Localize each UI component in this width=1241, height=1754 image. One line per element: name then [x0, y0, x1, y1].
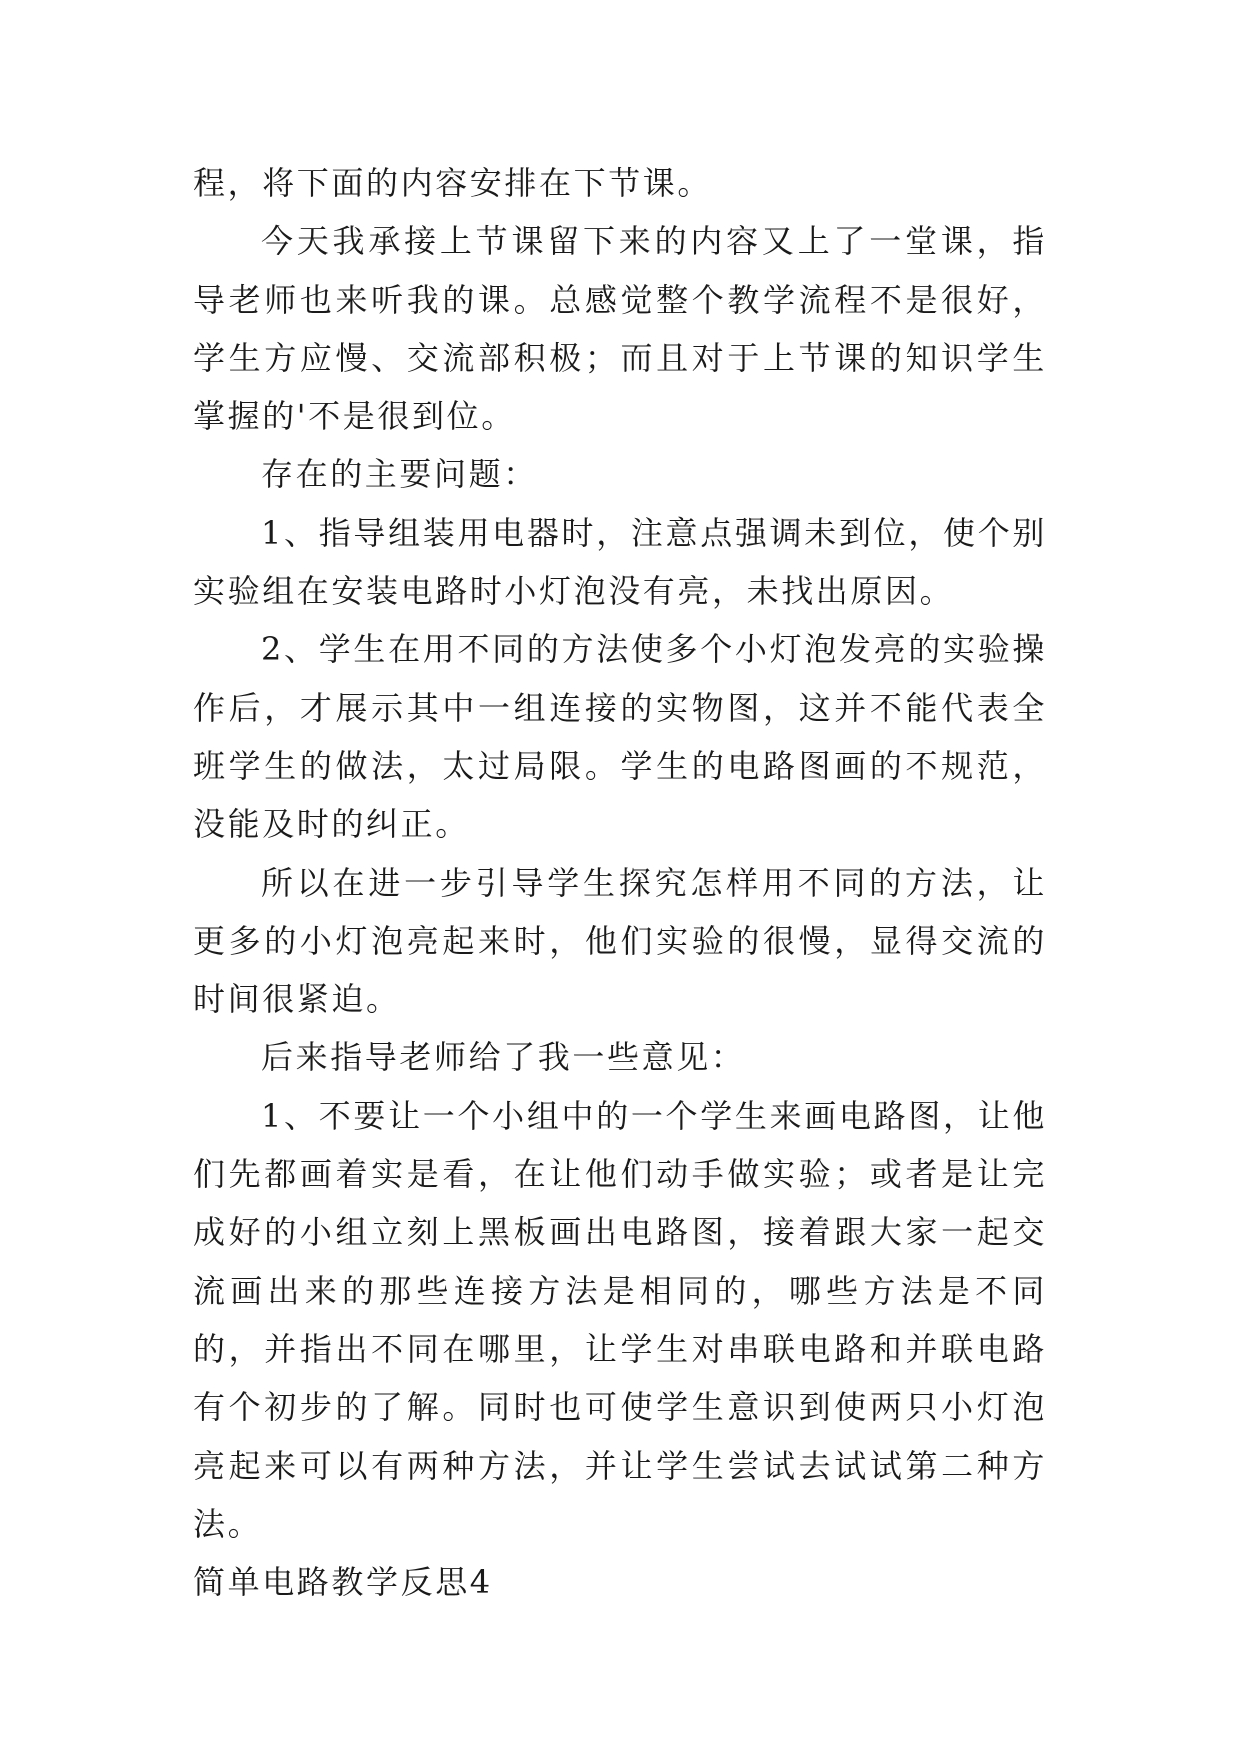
paragraph-continuation: 程，将下面的内容安排在下节课。	[193, 164, 713, 202]
paragraph-advice-heading: 后来指导老师给了我一些意见：	[261, 1038, 746, 1077]
paragraph-advice-1: 1、不要让一个小组中的一个学生来画电路图，让他们先都画着实是看，在让他们动手做实验；或者是让完成好的小组立刻上黑板画出电路图，接着跟大家一起交流画出来的那些连接方法是相同的，哪些方法是不同的，并指出不同在哪里，让学生对串联电路和并联电路有个初步的了解。同时也可使学生意识到使两只小灯泡亮起来可以有两种方法，并让学生尝试去试试第二种方法。	[193, 1096, 1047, 1543]
paragraph-problem-2: 2、学生在用不同的方法使多个小灯泡发亮的实验操作后，才展示其中一组连接的实物图，这并不能代表全班学生的做法，太过局限。学生的电路图画的不规范，没能及时的纠正。	[193, 630, 1047, 844]
paragraph-reflection: 今天我承接上节课留下来的内容又上了一堂课，指导老师也来听我的课。总感觉整个教学流程不是很好，学生方应慢、交流部积极；而且对于上节课的知识学生掌握的'不是很到位。	[193, 222, 1047, 436]
section-heading: 简单电路教学反思4	[193, 1563, 493, 1602]
paragraph-consequence: 所以在进一步引导学生探究怎样用不同的方法，让更多的小灯泡亮起来时，他们实验的很慢，显得交流的时间很紧迫。	[193, 863, 1047, 1019]
paragraph-problem-1: 1、指导组装用电器时，注意点强调未到位，使个别实验组在安装电路时小灯泡没有亮，未找出原因。	[193, 513, 1047, 611]
paragraph-problems-heading: 存在的主要问题：	[261, 455, 538, 494]
document-body	[193, 154, 1047, 1611]
